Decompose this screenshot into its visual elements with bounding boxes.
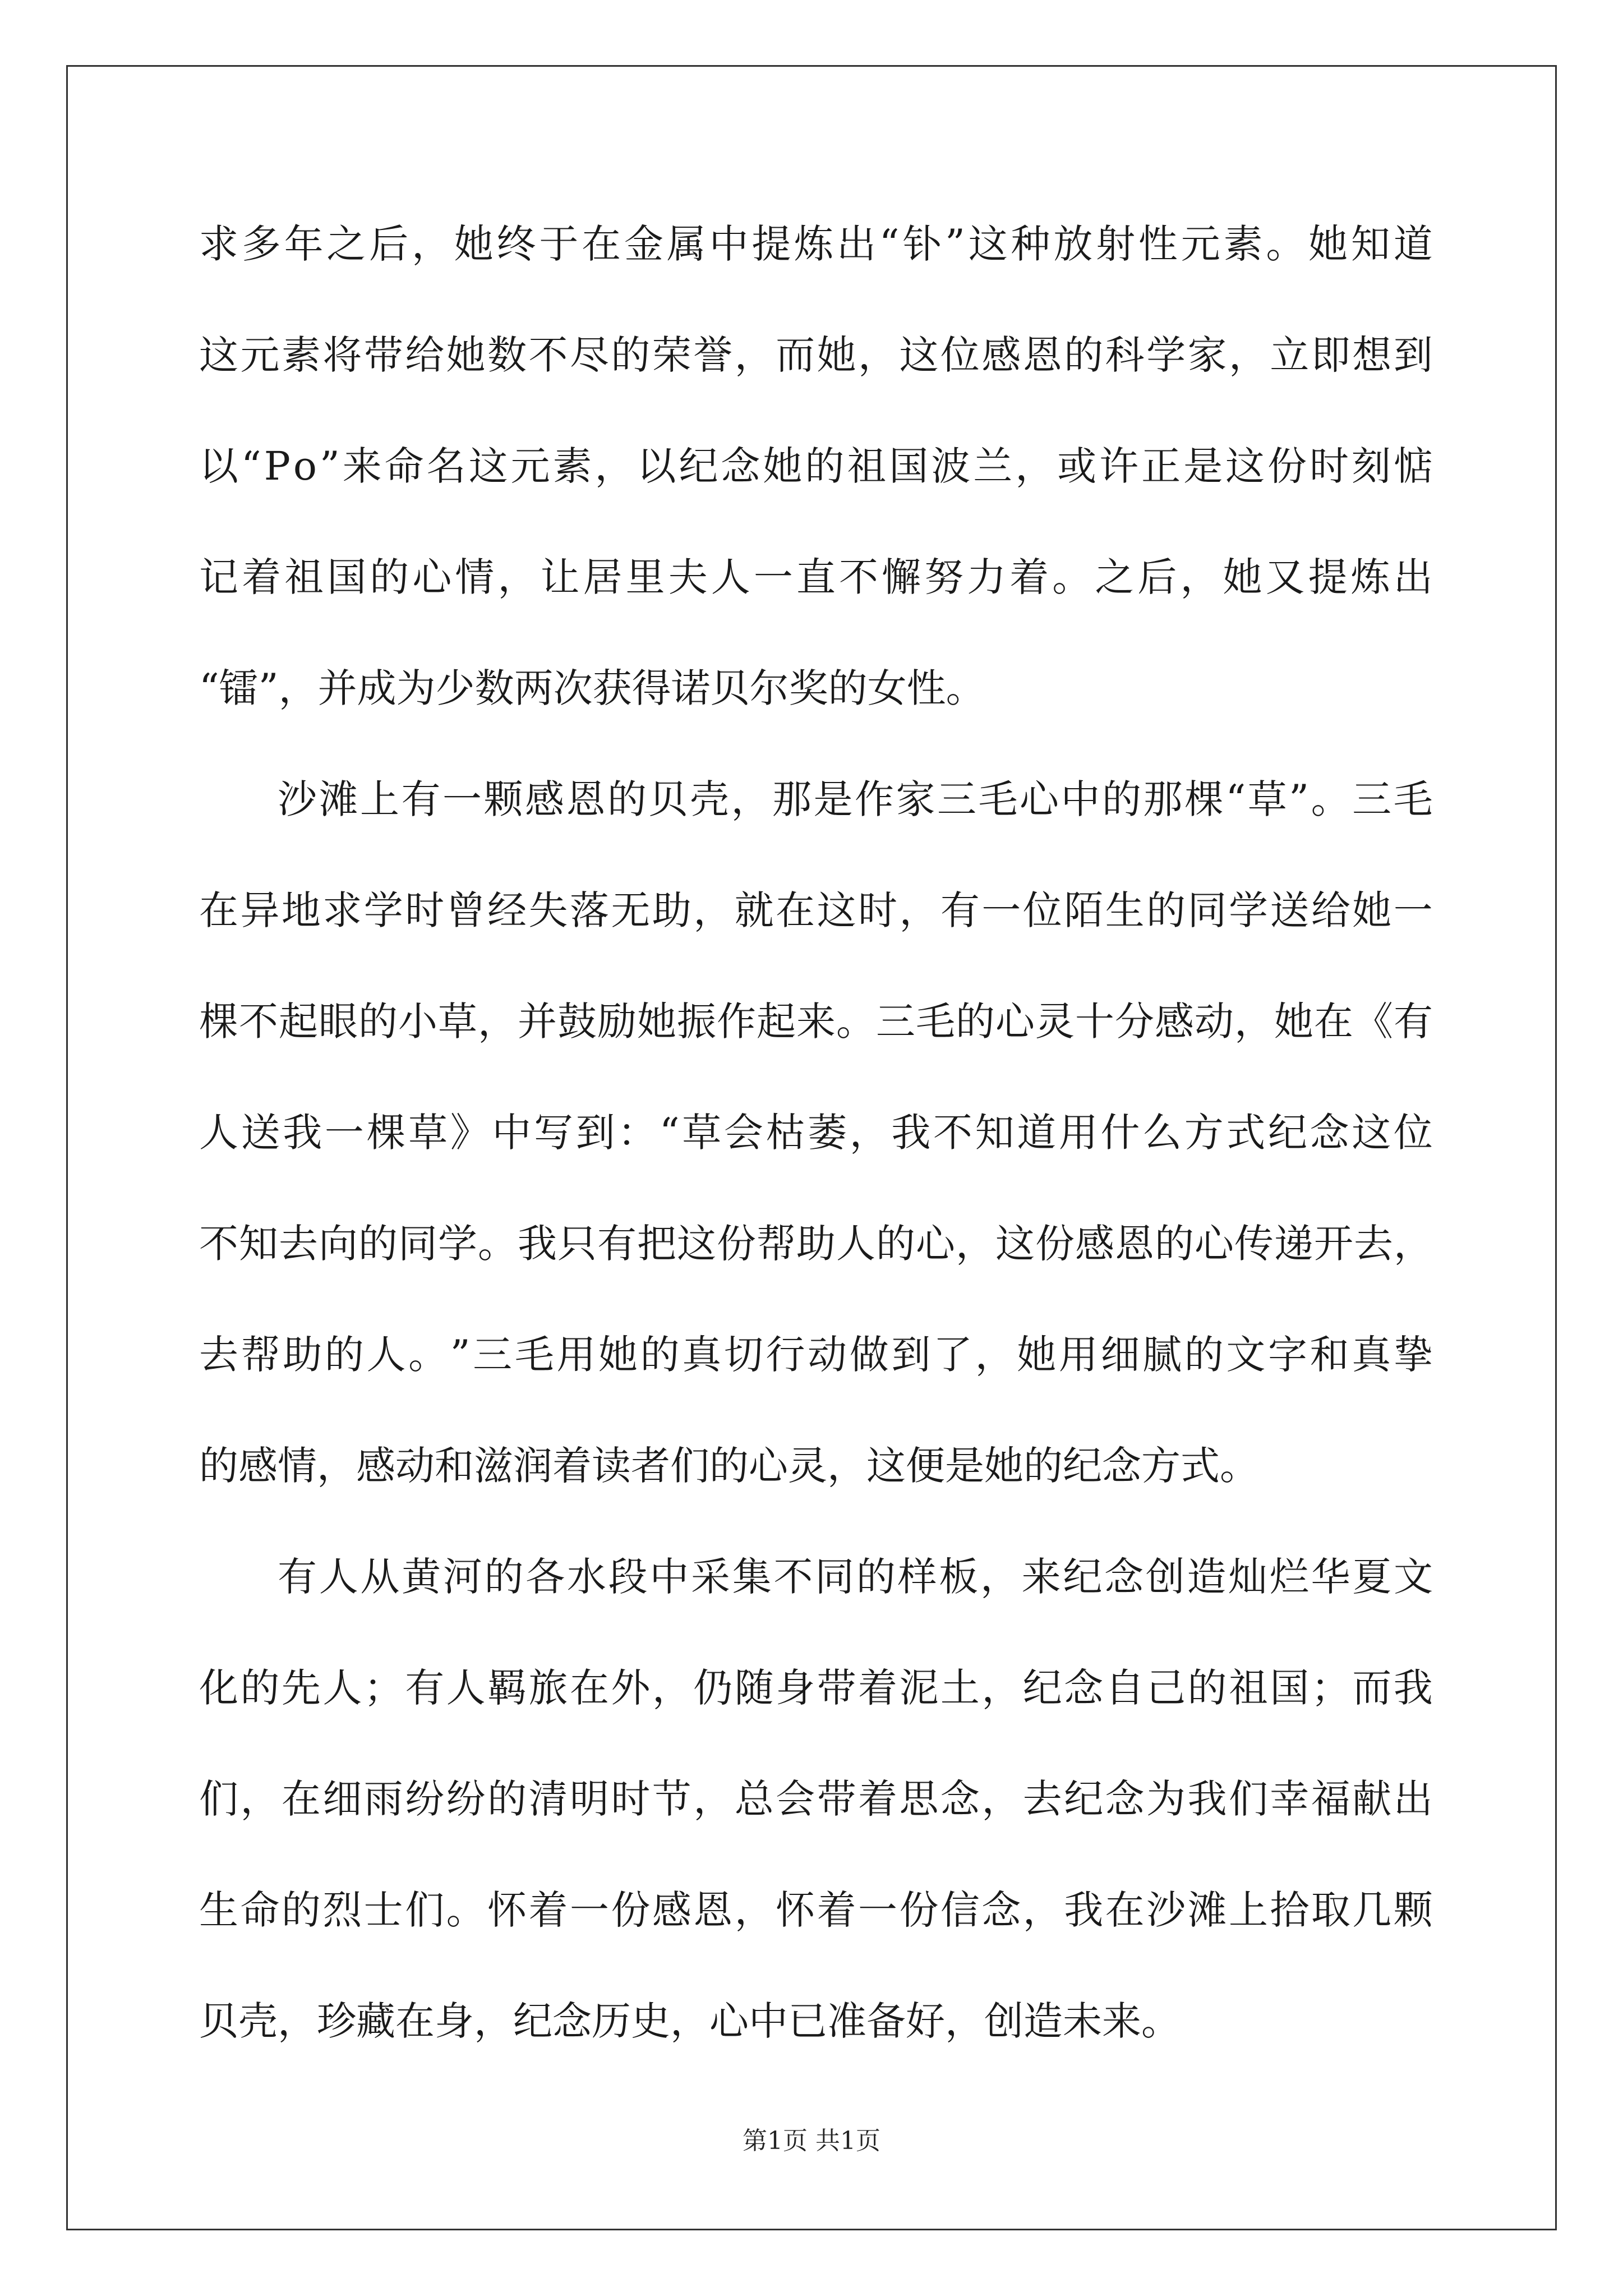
text-line: 棵 不 起 眼 的 小 草 ， 并 鼓 励 她 振 作 起 来 。 三 毛 的 心 灵 十 分 感 动 ， 她 在 《 有 (199, 999, 1433, 1045)
text-line: 求 多 年 之 后 ， 她 终 于 在 金 属 中 提 炼 出 “ 钋 ” 这 种 放 射 性 元 素 。 她 知 道 (199, 221, 1433, 267)
page-footer: 第1页 共1页 (743, 2127, 880, 2155)
text-line: 去 帮 助 的 人 。 ” 三 毛 用 她 的 真 切 行 动 做 到 了 ， 她 用 细 腻 的 文 字 和 真 挚 (199, 1332, 1433, 1378)
text-line: 生 命 的 烈 士 们 。 怀 着 一 份 感 恩 ， 怀 着 一 份 信 念 ， 我 在 沙 滩 上 拾 取 几 颗 (199, 1887, 1433, 1933)
text-line: 有 人 从 黄 河 的 各 水 段 中 采 集 不 同 的 样 板 ， 来 纪 念 创 造 灿 烂 华 夏 文 (278, 1554, 1433, 1600)
document-body (199, 213, 1433, 2101)
text-line: 们 ， 在 细 雨 纷 纷 的 清 明 时 节 ， 总 会 带 着 思 念 ， 去 纪 念 为 我 们 幸 福 献 出 (199, 1776, 1433, 1822)
text-line: 以 “ P o ” 来 命 名 这 元 素 ， 以 纪 念 她 的 祖 国 波 兰 ， 或 许 正 是 这 份 时 刻 惦 (199, 443, 1433, 489)
text-line: 沙 滩 上 有 一 颗 感 恩 的 贝 壳 ， 那 是 作 家 三 毛 心 中 的 那 棵 “ 草 ” 。 三 毛 (278, 776, 1433, 822)
text-line: 记 着 祖 国 的 心 情 ， 让 居 里 夫 人 一 直 不 懈 努 力 着 。 之 后 ， 她 又 提 炼 出 (199, 554, 1433, 600)
text-line: 在 异 地 求 学 时 曾 经 失 落 无 助 ， 就 在 这 时 ， 有 一 位 陌 生 的 同 学 送 给 她 一 (199, 887, 1433, 933)
text-line: 的感情，感动和滋润着读者们的心灵，这便是她的纪念方式。 (199, 1443, 1259, 1489)
text-line: 化 的 先 人 ； 有 人 羁 旅 在 外 ， 仍 随 身 带 着 泥 土 ， 纪 念 自 己 的 祖 国 ； 而 我 (199, 1665, 1433, 1711)
text-line: 贝壳，珍藏在身，纪念历史，心中已准备好，创造未来。 (199, 1998, 1181, 2044)
text-line: 不 知 去 向 的 同 学 。 我 只 有 把 这 份 帮 助 人 的 心 ， 这 份 感 恩 的 心 传 递 开 去 ， (199, 1221, 1433, 1267)
text-line: 人 送 我 一 棵 草 》 中 写 到 ： “ 草 会 枯 萎 ， 我 不 知 道 用 什 么 方 式 纪 念 这 位 (199, 1110, 1433, 1156)
text-line: “镭”，并成为少数两次获得诺贝尔奖的女性。 (199, 665, 985, 711)
text-line: 这 元 素 将 带 给 她 数 不 尽 的 荣 誉 ， 而 她 ， 这 位 感 恩 的 科 学 家 ， 立 即 想 到 (199, 332, 1433, 378)
